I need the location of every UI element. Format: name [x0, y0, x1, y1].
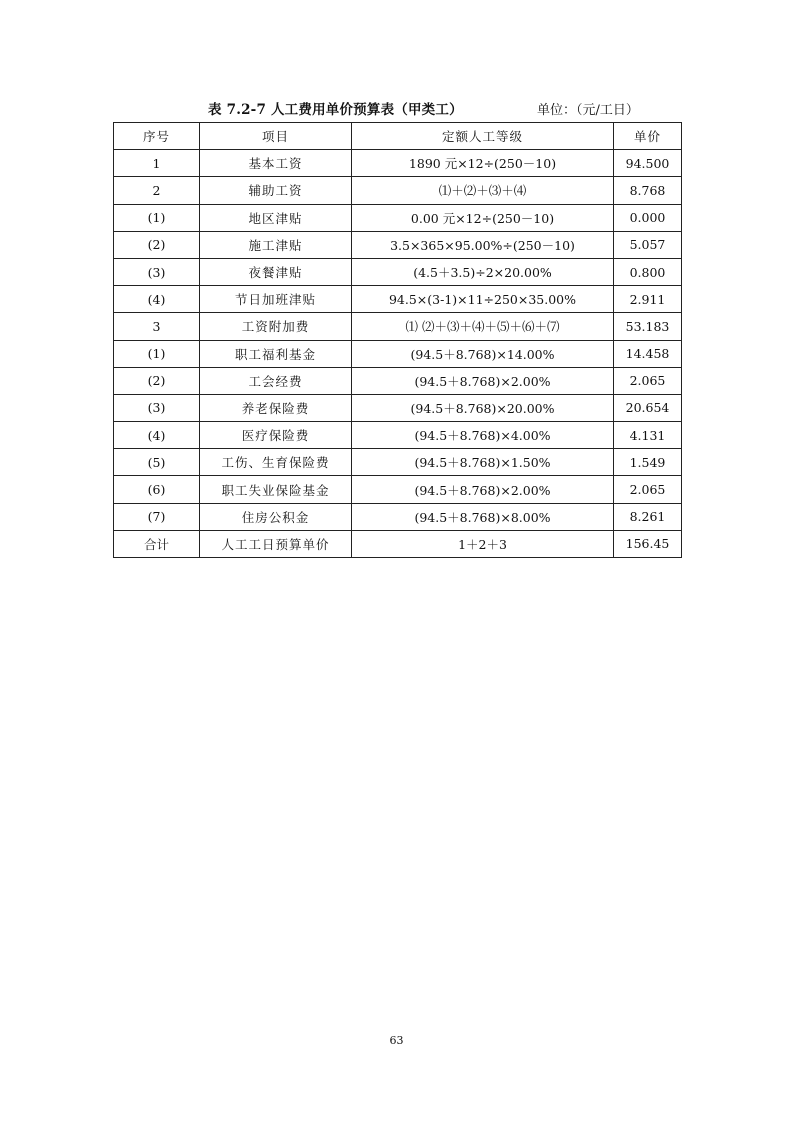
table-row — [114, 503, 682, 530]
cell-no: (5) — [114, 449, 200, 476]
cell-no: (1) — [114, 340, 200, 367]
cell-item: 辅助工资 — [200, 177, 352, 204]
cell-item: 工伤、生育保险费 — [200, 449, 352, 476]
page-number: 63 — [389, 1034, 404, 1047]
labor-cost-table — [113, 122, 682, 558]
cell-no: 合计 — [114, 530, 200, 557]
cell-quota: (94.5＋8.768)×2.00% — [352, 476, 614, 503]
header-item: 项目 — [200, 123, 352, 150]
table-row — [114, 231, 682, 258]
table-row — [114, 150, 682, 177]
cell-no: 2 — [114, 177, 200, 204]
cell-price: 5.057 — [614, 231, 682, 258]
cell-price: 8.261 — [614, 503, 682, 530]
cell-no: 3 — [114, 313, 200, 340]
cell-item: 养老保险费 — [200, 394, 352, 421]
cell-quota: ⑴ ⑵＋⑶＋⑷＋⑸＋⑹＋⑺ — [352, 313, 614, 340]
cell-quota: 1890 元×12÷(250－10) — [352, 150, 614, 177]
cell-quota: (94.5＋8.768)×1.50% — [352, 449, 614, 476]
cell-quota: 94.5×(3-1)×11÷250×35.00% — [352, 286, 614, 313]
table-row — [114, 258, 682, 285]
cell-quota: (94.5＋8.768)×8.00% — [352, 503, 614, 530]
cell-item: 住房公积金 — [200, 503, 352, 530]
cell-price: 1.549 — [614, 449, 682, 476]
cell-item: 医疗保险费 — [200, 422, 352, 449]
cell-quota: (4.5＋3.5)÷2×20.00% — [352, 258, 614, 285]
header-quota: 定额人工等级 — [352, 123, 614, 150]
table-total-row — [114, 530, 682, 557]
cell-no: (4) — [114, 286, 200, 313]
cell-price: 8.768 — [614, 177, 682, 204]
cell-item: 施工津贴 — [200, 231, 352, 258]
cell-no: (2) — [114, 367, 200, 394]
cell-price: 94.500 — [614, 150, 682, 177]
cell-item: 地区津贴 — [200, 204, 352, 231]
cell-price: 14.458 — [614, 340, 682, 367]
cell-price: 2.065 — [614, 367, 682, 394]
cell-price: 156.45 — [614, 530, 682, 557]
cell-quota: 1＋2＋3 — [352, 530, 614, 557]
table-header-row — [114, 123, 682, 150]
cell-item: 职工失业保险基金 — [200, 476, 352, 503]
table-row — [114, 422, 682, 449]
header-price: 单价 — [614, 123, 682, 150]
table-row — [114, 177, 682, 204]
cell-item: 夜餐津贴 — [200, 258, 352, 285]
cell-no: (3) — [114, 258, 200, 285]
cell-no: (1) — [114, 204, 200, 231]
table-row — [114, 394, 682, 421]
cell-no: (6) — [114, 476, 200, 503]
cell-quota: ⑴＋⑵＋⑶＋⑷ — [352, 177, 614, 204]
cell-no: (7) — [114, 503, 200, 530]
table-row — [114, 313, 682, 340]
cell-no: (4) — [114, 422, 200, 449]
cell-item: 职工福利基金 — [200, 340, 352, 367]
cell-quota: (94.5＋8.768)×2.00% — [352, 367, 614, 394]
cell-item: 人工工日预算单价 — [200, 530, 352, 557]
header-no: 序号 — [114, 123, 200, 150]
cell-no: 1 — [114, 150, 200, 177]
cell-quota: 0.00 元×12÷(250－10) — [352, 204, 614, 231]
cell-item: 工会经费 — [200, 367, 352, 394]
cell-price: 0.000 — [614, 204, 682, 231]
cell-price: 20.654 — [614, 394, 682, 421]
table-title: 表 7.2-7 人工费用单价预算表（甲类工） — [208, 102, 463, 118]
table-row — [114, 449, 682, 476]
cell-quota: 3.5×365×95.00%÷(250－10) — [352, 231, 614, 258]
cell-quota: (94.5＋8.768)×14.00% — [352, 340, 614, 367]
cell-no: (2) — [114, 231, 200, 258]
table-row — [114, 367, 682, 394]
cell-price: 2.911 — [614, 286, 682, 313]
cell-price: 2.065 — [614, 476, 682, 503]
cell-no: (3) — [114, 394, 200, 421]
cell-price: 0.800 — [614, 258, 682, 285]
table-row — [114, 286, 682, 313]
table-row — [114, 476, 682, 503]
cell-item: 工资附加费 — [200, 313, 352, 340]
unit-label: 单位：（元/工日） — [537, 103, 639, 118]
cell-price: 53.183 — [614, 313, 682, 340]
table-row — [114, 340, 682, 367]
cell-quota: (94.5＋8.768)×20.00% — [352, 394, 614, 421]
cell-item: 节日加班津贴 — [200, 286, 352, 313]
cell-price: 4.131 — [614, 422, 682, 449]
cell-quota: (94.5＋8.768)×4.00% — [352, 422, 614, 449]
cell-item: 基本工资 — [200, 150, 352, 177]
table-row — [114, 204, 682, 231]
table-caption — [113, 98, 681, 120]
